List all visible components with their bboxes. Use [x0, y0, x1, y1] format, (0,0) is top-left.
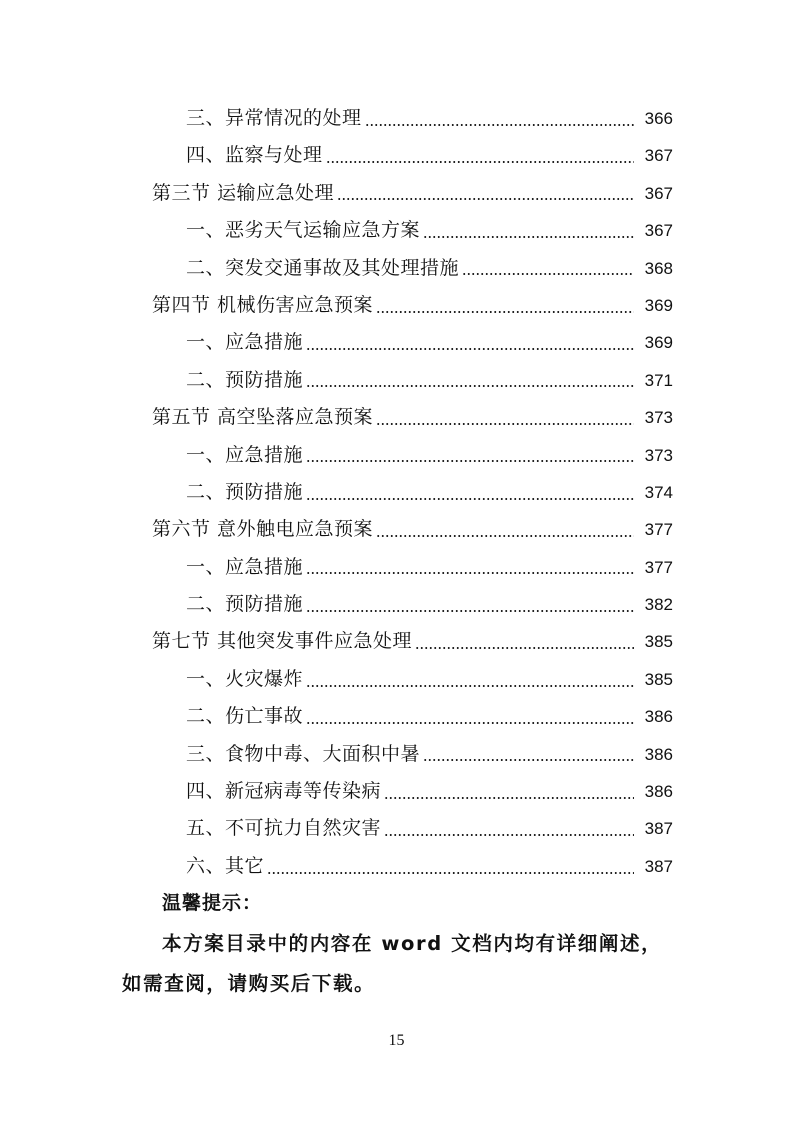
toc-dot-leader	[376, 423, 634, 425]
toc-entry-title: 第六节 意外触电应急预案	[152, 518, 374, 541]
toc-entry-title: 一、恶劣天气运输应急方案	[186, 219, 421, 242]
toc-dot-leader	[423, 236, 634, 238]
toc-entry-title: 五、不可抗力自然灾害	[186, 817, 382, 840]
toc-section-entry[interactable]	[0, 287, 793, 324]
toc-section-entry[interactable]	[0, 511, 793, 548]
toc-entry-page: 386	[644, 744, 673, 764]
toc-dot-leader	[306, 460, 634, 462]
toc-dot-leader	[306, 572, 634, 574]
toc-entry-page: 385	[644, 669, 673, 689]
toc-subsection-entry[interactable]	[0, 661, 793, 698]
toc-subsection-entry[interactable]	[0, 137, 793, 174]
toc-subsection-entry[interactable]	[0, 324, 793, 361]
toc-entry-page: 367	[644, 146, 673, 166]
toc-subsection-entry[interactable]	[0, 250, 793, 287]
toc-entry-page: 366	[644, 109, 673, 128]
toc-entry-title: 二、预防措施	[186, 480, 304, 503]
toc-entry-page: 367	[644, 183, 673, 203]
toc-entry-title: 第七节 其他突发事件应急处理	[152, 630, 413, 653]
toc-entry-page: 367	[644, 221, 673, 241]
toc-subsection-entry[interactable]	[0, 549, 793, 586]
toc-dot-leader	[306, 685, 634, 687]
toc-dot-leader	[326, 161, 634, 163]
toc-entry-page: 385	[644, 632, 673, 652]
toc-entry-page: 382	[644, 595, 673, 615]
toc-subsection-entry[interactable]	[0, 736, 793, 773]
toc-entry-title: 六、其它	[186, 854, 265, 877]
toc-entry-page: 374	[644, 482, 673, 502]
toc-entry-page: 371	[644, 370, 673, 390]
toc-dot-leader	[306, 498, 634, 500]
toc-dot-leader	[306, 722, 634, 724]
toc-section-entry[interactable]	[0, 399, 793, 436]
toc-entry-page: 386	[644, 707, 673, 727]
toc-subsection-entry[interactable]	[0, 437, 793, 474]
toc-entry-title: 二、伤亡事故	[186, 705, 304, 728]
toc-dot-leader	[376, 535, 634, 537]
tip-body: 本方案目录中的内容在 word 文档内均有详细阐述，如需查阅，请购买后下载。	[122, 932, 663, 995]
toc-subsection-entry[interactable]	[0, 474, 793, 511]
table-of-contents	[0, 100, 793, 885]
toc-subsection-entry[interactable]	[0, 810, 793, 847]
toc-entry-page: 386	[644, 782, 673, 802]
toc-dot-leader	[415, 647, 634, 649]
toc-entry-page: 368	[644, 258, 673, 278]
toc-dot-leader	[267, 872, 634, 874]
toc-entry-title: 第五节 高空坠落应急预案	[152, 406, 374, 429]
tip-heading: 温馨提示：	[162, 892, 263, 914]
toc-dot-leader	[365, 124, 634, 126]
toc-subsection-entry[interactable]	[0, 698, 793, 735]
toc-subsection-entry[interactable]	[0, 362, 793, 399]
toc-entry-page: 373	[644, 445, 673, 465]
toc-entry-title: 二、预防措施	[186, 368, 304, 391]
toc-entry-page: 369	[644, 333, 673, 353]
toc-entry-page: 387	[644, 819, 673, 839]
toc-entry-page: 373	[644, 408, 673, 428]
toc-dot-leader	[384, 834, 634, 836]
toc-section-entry[interactable]	[0, 623, 793, 660]
toc-dot-leader	[337, 198, 634, 200]
toc-entry-title: 一、应急措施	[186, 443, 304, 466]
toc-dot-leader	[384, 797, 634, 799]
toc-entry-title: 第三节 运输应急处理	[152, 181, 335, 204]
toc-dot-leader	[376, 311, 634, 313]
toc-entry-page: 387	[644, 856, 673, 876]
toc-dot-leader	[306, 348, 634, 350]
toc-entry-title: 二、突发交通事故及其处理措施	[186, 256, 460, 279]
toc-entry-title: 一、应急措施	[186, 331, 304, 354]
toc-entry-title: 一、应急措施	[186, 555, 304, 578]
toc-dot-leader	[462, 273, 634, 275]
toc-dot-leader	[306, 610, 634, 612]
toc-entry-title: 四、监察与处理	[186, 144, 323, 167]
toc-dot-leader	[423, 759, 634, 761]
toc-entry-title: 四、新冠病毒等传染病	[186, 780, 382, 803]
toc-entry-page: 377	[644, 520, 673, 540]
toc-entry-title: 一、火灾爆炸	[186, 667, 304, 690]
toc-entry-page: 369	[644, 295, 673, 315]
toc-subsection-entry[interactable]	[0, 848, 793, 885]
toc-subsection-entry[interactable]	[0, 100, 793, 137]
page-number: 15	[388, 1032, 405, 1049]
toc-entry-title: 第四节 机械伤害应急预案	[152, 293, 374, 316]
toc-entry-page: 377	[644, 557, 673, 577]
toc-section-entry[interactable]	[0, 175, 793, 212]
toc-entry-title: 二、预防措施	[186, 593, 304, 616]
toc-entry-title: 三、食物中毒、大面积中暑	[186, 742, 421, 765]
toc-subsection-entry[interactable]	[0, 586, 793, 623]
toc-subsection-entry[interactable]	[0, 773, 793, 810]
toc-subsection-entry[interactable]	[0, 212, 793, 249]
toc-dot-leader	[306, 385, 634, 387]
toc-entry-title: 三、异常情况的处理	[186, 107, 362, 129]
